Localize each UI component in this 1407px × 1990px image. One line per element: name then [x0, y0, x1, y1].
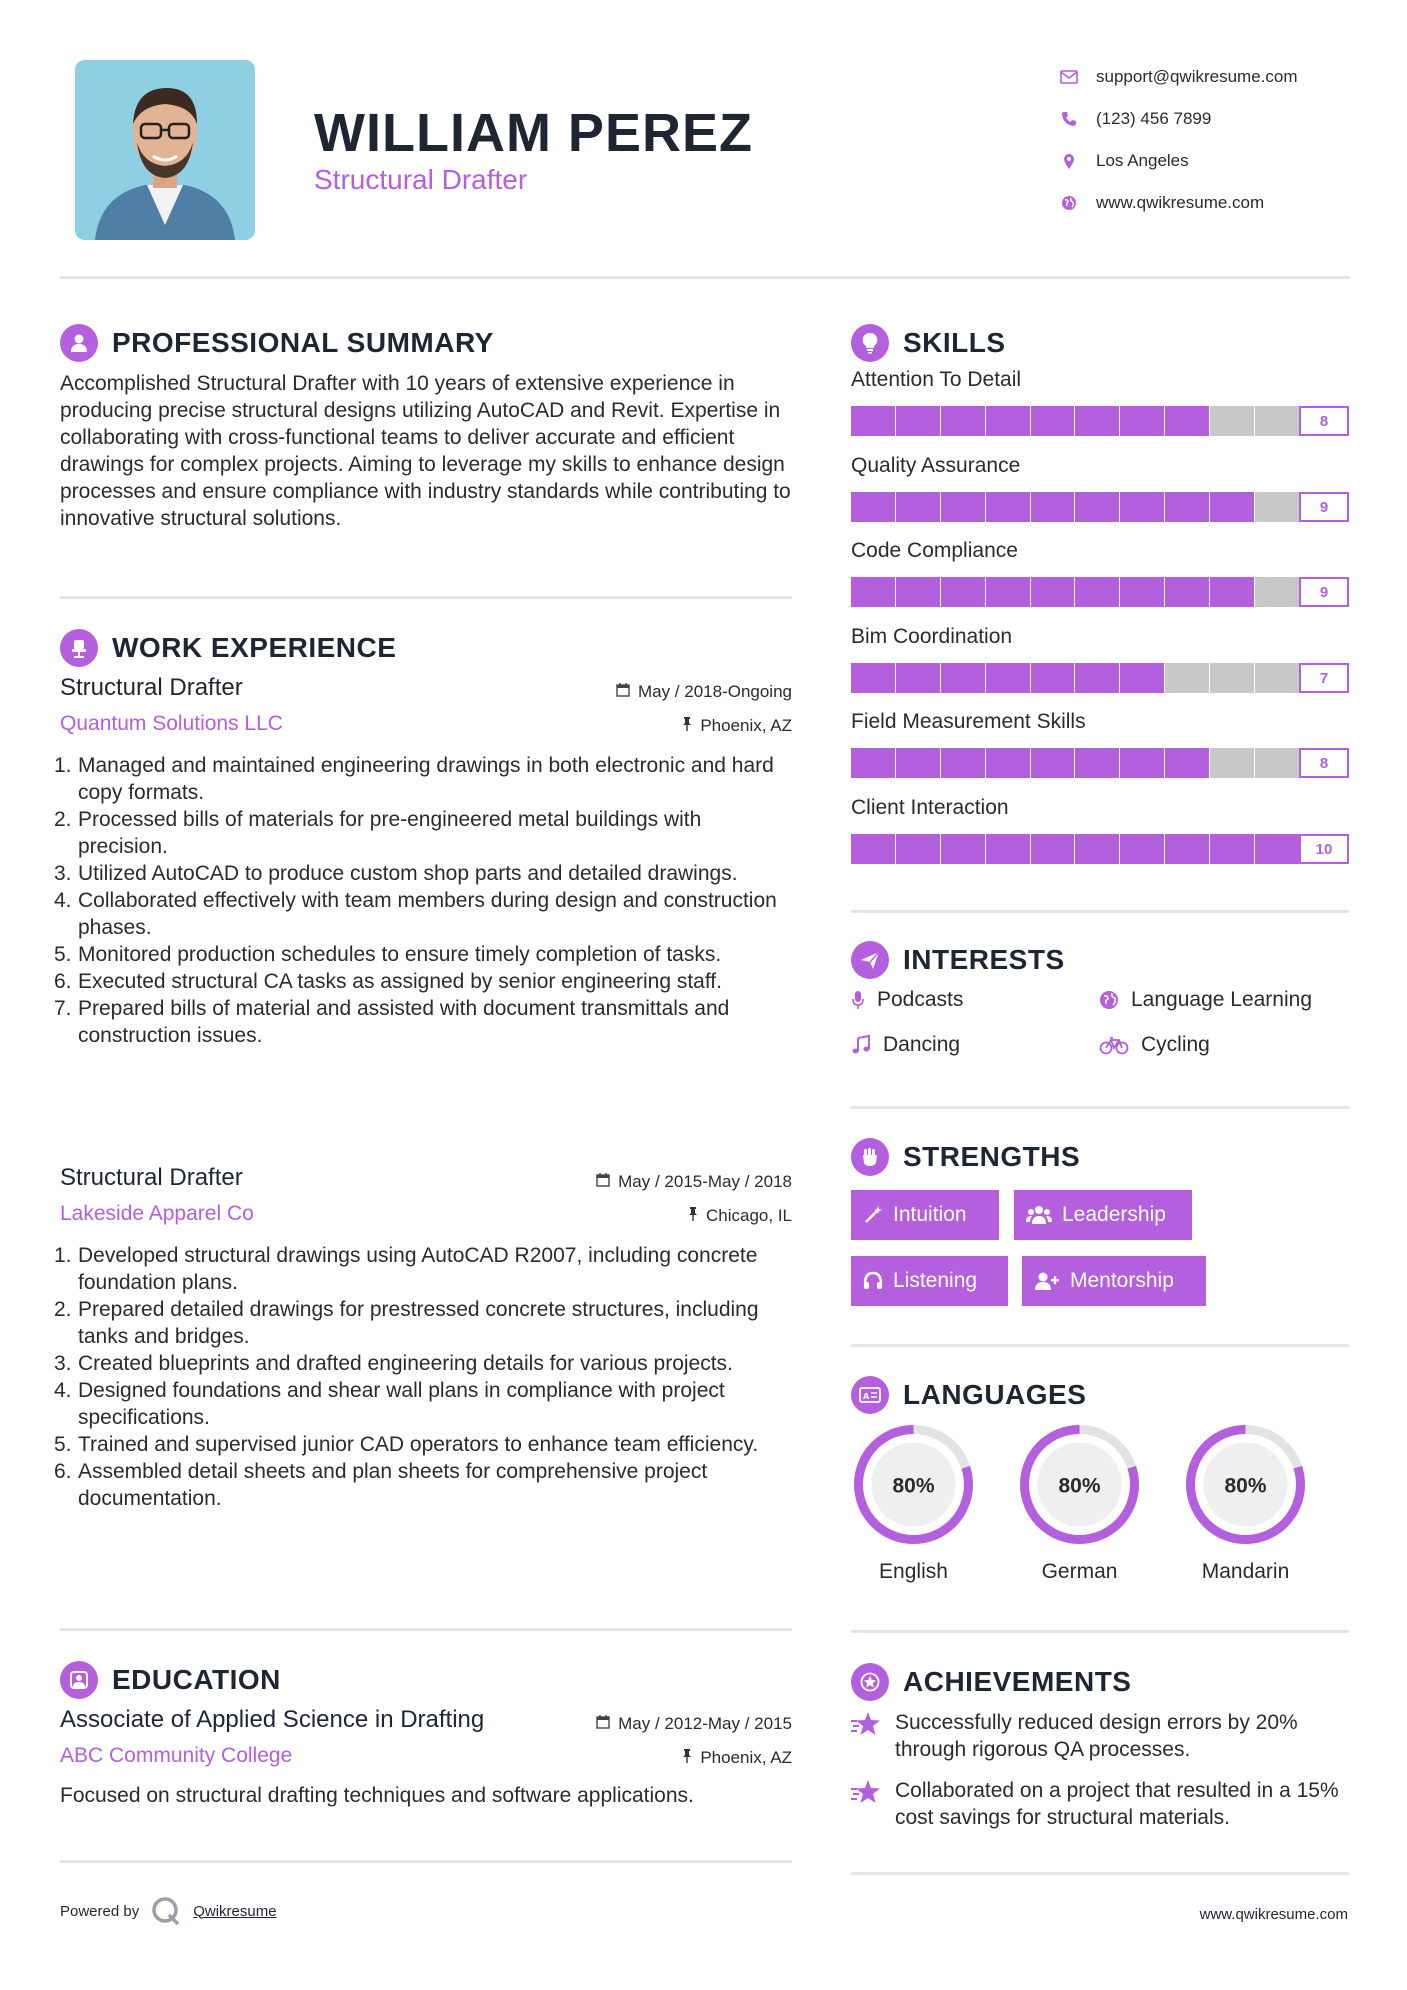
skill-bar-segment	[851, 748, 895, 778]
strength-label: Intuition	[893, 1203, 967, 1226]
skill-item	[851, 368, 1349, 436]
language-name: Mandarin	[1201, 1560, 1290, 1583]
skill-item	[851, 796, 1349, 864]
skill-bar-segment	[986, 748, 1030, 778]
skill-bar	[851, 748, 1349, 778]
magic-wand-icon	[863, 1205, 883, 1225]
list-item: 4. Collaborated effectively with team members during design and construction phases.	[54, 889, 777, 939]
education-date	[596, 1714, 792, 1734]
interests-heading-text: INTERESTS	[903, 944, 1065, 975]
summary-heading	[60, 324, 494, 362]
skills-heading-text: SKILLS	[903, 327, 1006, 358]
language-percent: 80%	[892, 1474, 935, 1498]
paper-plane-icon	[851, 941, 889, 979]
powered-by-text: Powered by	[60, 1902, 140, 1920]
skill-bar-segment	[1120, 834, 1164, 864]
skill-bar-segment	[1075, 406, 1119, 436]
skill-bar-segment	[1165, 492, 1209, 522]
experience-heading	[60, 629, 396, 667]
skill-bar-segment	[1255, 577, 1299, 607]
strength-tag-leadership	[1014, 1190, 1192, 1240]
skill-bar-segment	[1255, 748, 1299, 778]
education-entry	[60, 1706, 792, 1809]
skill-bar	[851, 834, 1349, 864]
skill-bar-segment	[941, 577, 985, 607]
skill-bar-segment	[1075, 577, 1119, 607]
education-divider	[60, 1860, 792, 1863]
skill-bar	[851, 663, 1349, 693]
interest-label: Dancing	[883, 1033, 961, 1056]
skill-bar-segment	[941, 748, 985, 778]
skill-bar-segment	[1165, 577, 1209, 607]
list-item: 6. Executed structural CA tasks as assigned by senior engineering staff.	[54, 970, 722, 993]
skill-bar-segment	[896, 834, 940, 864]
footer-website[interactable]: www.qwikresume.com	[1199, 1906, 1348, 1923]
strength-tag-mentorship	[1022, 1256, 1206, 1306]
calendar-icon	[616, 682, 630, 702]
strengths-heading	[851, 1138, 1080, 1176]
job-entry-2	[54, 1164, 792, 1512]
pushpin-icon	[688, 1206, 698, 1226]
list-item: 5. Monitored production schedules to ensure timely completion of tasks.	[54, 943, 722, 966]
skill-score: 8	[1299, 406, 1349, 436]
education-location	[682, 1748, 792, 1768]
skill-bar	[851, 577, 1349, 607]
language-percent: 80%	[1058, 1474, 1101, 1498]
list-item: 5. Trained and supervised junior CAD operators to enhance team efficiency.	[54, 1433, 759, 1456]
star-icon	[851, 1777, 881, 1831]
skill-bar-segment	[1120, 577, 1164, 607]
language-ring	[1183, 1422, 1308, 1547]
language-percent: 80%	[1224, 1474, 1267, 1498]
contact-website-text: www.qwikresume.com	[1096, 193, 1265, 212]
job-duties-list	[54, 1242, 792, 1512]
interest-dancing	[851, 1033, 960, 1057]
skill-bar-segment	[986, 492, 1030, 522]
skill-name: Code Compliance	[851, 539, 1018, 562]
language-card-icon	[851, 1376, 889, 1414]
interests-heading	[851, 941, 1065, 979]
phone-icon	[1050, 111, 1088, 127]
briefcase-chair-icon	[60, 629, 98, 667]
skill-bar-segment	[941, 492, 985, 522]
education-heading-text: EDUCATION	[112, 1664, 281, 1695]
interest-podcasts	[851, 988, 963, 1012]
list-item: 6. Assembled detail sheets and plan sheets for comprehensive project documentation.	[54, 1460, 708, 1510]
list-item: 3. Created blueprints and drafted engineering details for various projects.	[54, 1352, 733, 1375]
skill-bar-segment	[1031, 663, 1075, 693]
skill-name: Quality Assurance	[851, 454, 1021, 477]
star-icon	[851, 1709, 881, 1763]
skill-name: Field Measurement Skills	[851, 710, 1086, 733]
skill-item	[851, 539, 1349, 607]
achievement-item	[851, 1709, 1349, 1763]
language-item	[1017, 1422, 1142, 1584]
contact-location-text: Los Angeles	[1096, 151, 1189, 170]
skill-bar-segment	[896, 492, 940, 522]
skill-bar-segment	[1210, 748, 1254, 778]
experience-divider	[60, 1628, 792, 1631]
interest-label: Podcasts	[877, 988, 964, 1011]
strengths-heading-text: STRENGTHS	[903, 1141, 1081, 1172]
strength-label: Listening	[893, 1269, 978, 1292]
job-date	[616, 682, 792, 702]
achievements-divider	[851, 1872, 1349, 1875]
language-ring	[851, 1422, 976, 1547]
bicycle-icon	[1099, 1035, 1129, 1055]
skill-bar-segment	[986, 577, 1030, 607]
skill-bar-segment	[851, 492, 895, 522]
skill-bar-segment	[851, 663, 895, 693]
skill-bar	[851, 492, 1349, 522]
music-note-icon	[851, 1035, 871, 1055]
skill-bar-segment	[1165, 748, 1209, 778]
languages-divider	[851, 1630, 1349, 1633]
skill-bar-segment	[986, 834, 1030, 864]
trophy-star-icon	[851, 1663, 889, 1701]
skill-bar-segment	[851, 577, 895, 607]
skill-bar	[851, 406, 1349, 436]
globe-icon	[1050, 195, 1088, 211]
skill-bar-segment	[1075, 492, 1119, 522]
achievements-heading	[851, 1663, 1131, 1701]
contact-email[interactable]	[1050, 56, 1380, 98]
candidate-title: Structural Drafter	[314, 164, 528, 195]
skill-bar-segment	[941, 834, 985, 864]
globe-icon	[1099, 990, 1119, 1010]
job-entry-1	[54, 674, 792, 1049]
skill-bar-segment	[851, 834, 895, 864]
skill-bar-segment	[1255, 406, 1299, 436]
candidate-name: WILLIAM PEREZ	[314, 103, 753, 163]
svg-text:A: A	[863, 1392, 870, 1401]
strengths-divider	[851, 1344, 1349, 1347]
languages-heading-text: LANGUAGES	[903, 1379, 1087, 1410]
pushpin-icon	[682, 1748, 692, 1768]
skill-bar-segment	[896, 577, 940, 607]
list-item: 2. Prepared detailed drawings for prestressed concrete structures, including tanks and bridges.	[54, 1298, 759, 1348]
contact-phone-text: (123) 456 7899	[1096, 109, 1212, 128]
interest-cycling	[1099, 1033, 1210, 1057]
calendar-icon	[596, 1172, 610, 1192]
profile-photo	[75, 60, 255, 240]
summary-text: Accomplished Structural Drafter with 10 years of extensive experience in producing precise structural designs utilizing AutoCAD and Revit. Expertise in collaborating with cross-functional teams to deliver accurate and efficient drawings for complex projects. Aiming to leverage my skills to enhance design processes and ensure compliance with industry standards while contributing to innovative structural solutions.	[60, 372, 791, 530]
skill-bar-segment	[1075, 663, 1119, 693]
job-company: Quantum Solutions LLC	[60, 712, 283, 735]
skill-bar-segment	[1075, 748, 1119, 778]
skill-score: 10	[1299, 834, 1349, 864]
job-title: Structural Drafter	[60, 1164, 243, 1191]
achievements-heading-text: ACHIEVEMENTS	[903, 1666, 1132, 1697]
skill-bar-segment	[1210, 577, 1254, 607]
contact-block	[1050, 56, 1380, 224]
skill-bar-segment	[941, 406, 985, 436]
strength-tag-intuition	[851, 1190, 999, 1240]
skill-bar-segment	[1255, 834, 1299, 864]
skill-bar-segment	[1210, 492, 1254, 522]
skill-bar-segment	[896, 406, 940, 436]
skill-item	[851, 710, 1349, 778]
education-heading	[60, 1661, 281, 1699]
calendar-icon	[596, 1714, 610, 1734]
contact-website[interactable]	[1050, 182, 1380, 224]
skill-bar-segment	[941, 663, 985, 693]
list-item: 1. Managed and maintained engineering drawings in both electronic and hard copy formats.	[54, 754, 774, 804]
skill-bar-segment	[986, 663, 1030, 693]
map-pin-icon	[1050, 153, 1088, 170]
skill-bar-segment	[1255, 663, 1299, 693]
skill-bar-segment	[1075, 834, 1119, 864]
skill-bar-segment	[1031, 748, 1075, 778]
skill-item	[851, 625, 1349, 693]
skill-bar-segment	[1031, 406, 1075, 436]
job-location	[682, 716, 792, 736]
job-company: Lakeside Apparel Co	[60, 1202, 254, 1225]
qwikresume-logo-icon	[151, 1896, 181, 1926]
skill-bar-segment	[1165, 834, 1209, 864]
footer-powered-by	[60, 1896, 277, 1926]
job-location-text: Chicago, IL	[706, 1206, 792, 1225]
language-ring	[1017, 1422, 1142, 1547]
skill-name: Client Interaction	[851, 796, 1009, 819]
skill-bar-segment	[1031, 577, 1075, 607]
skill-score: 9	[1299, 577, 1349, 607]
skill-name: Attention To Detail	[851, 368, 1022, 391]
list-item: 2. Processed bills of materials for pre-engineered metal buildings with precision.	[54, 808, 702, 858]
skill-bar-segment	[1165, 406, 1209, 436]
achievement-text: Collaborated on a project that resulted in a 15% cost savings for structural materials.	[895, 1779, 1339, 1829]
strength-tag-listening	[851, 1256, 1008, 1306]
list-item: 1. Developed structural drawings using AutoCAD R2007, including concrete foundation plans.	[54, 1244, 758, 1294]
qwikresume-link[interactable]: Qwikresume	[193, 1902, 277, 1920]
interest-label: Language Learning	[1131, 988, 1313, 1011]
skill-bar-segment	[1031, 834, 1075, 864]
contact-email-text: support@qwikresume.com	[1096, 67, 1298, 86]
interest-language-learning	[1099, 988, 1312, 1012]
envelope-icon	[1050, 70, 1088, 84]
skill-bar-segment	[1210, 406, 1254, 436]
skill-name: Bim Coordination	[851, 625, 1013, 648]
user-plus-icon	[1034, 1271, 1060, 1291]
summary-heading-text: PROFESSIONAL SUMMARY	[112, 327, 494, 358]
skills-divider	[851, 910, 1349, 913]
skill-bar-segment	[1210, 663, 1254, 693]
list-item: 7. Prepared bills of material and assisted with document transmittals and construction issues.	[54, 997, 730, 1047]
skill-bar-segment	[1031, 492, 1075, 522]
skill-bar-segment	[1120, 492, 1164, 522]
experience-heading-text: WORK EXPERIENCE	[112, 632, 397, 663]
contact-location	[1050, 140, 1380, 182]
job-duties-list	[54, 752, 792, 1049]
skill-bar-segment	[1165, 663, 1209, 693]
contact-phone[interactable]	[1050, 98, 1380, 140]
fist-icon	[851, 1138, 889, 1176]
skill-score: 9	[1299, 492, 1349, 522]
graduate-icon	[60, 1661, 98, 1699]
skill-bar-segment	[986, 406, 1030, 436]
job-date	[596, 1172, 792, 1192]
languages-heading	[851, 1376, 1086, 1414]
achievement-text: Successfully reduced design errors by 20% through rigorous QA processes.	[895, 1711, 1298, 1761]
education-description: Focused on structural drafting techniques and software applications.	[60, 1784, 694, 1807]
skill-bar-segment	[896, 748, 940, 778]
skill-bar-segment	[896, 663, 940, 693]
skill-bar-segment	[1120, 663, 1164, 693]
language-name: English	[879, 1560, 948, 1583]
school-name: ABC Community College	[60, 1744, 293, 1767]
education-date-text: May / 2012-May / 2015	[618, 1714, 792, 1733]
skill-bar-segment	[1120, 748, 1164, 778]
language-name: German	[1041, 1560, 1118, 1583]
job-date-text: May / 2015-May / 2018	[618, 1172, 792, 1191]
skill-bar-segment	[1120, 406, 1164, 436]
interest-label: Cycling	[1141, 1033, 1210, 1056]
job-location	[688, 1206, 792, 1226]
pushpin-icon	[682, 716, 692, 736]
users-icon	[1026, 1205, 1052, 1225]
achievement-item	[851, 1777, 1349, 1831]
education-location-text: Phoenix, AZ	[700, 1748, 792, 1767]
language-item	[851, 1422, 976, 1584]
job-location-text: Phoenix, AZ	[700, 716, 792, 735]
microphone-icon	[851, 990, 865, 1010]
job-title: Structural Drafter	[60, 674, 243, 701]
skill-bar-segment	[1210, 834, 1254, 864]
job-date-text: May / 2018-Ongoing	[637, 682, 792, 701]
list-item: 4. Designed foundations and shear wall plans in compliance with project specifications.	[54, 1379, 725, 1429]
skill-score: 7	[1299, 663, 1349, 693]
skill-item	[851, 454, 1349, 522]
degree-title: Associate of Applied Science in Drafting	[60, 1706, 485, 1733]
skill-bar-segment	[851, 406, 895, 436]
headphones-icon	[863, 1271, 883, 1291]
lightbulb-icon	[851, 324, 889, 362]
interests-divider	[851, 1106, 1349, 1109]
skills-heading	[851, 324, 1006, 362]
strength-label: Leadership	[1062, 1203, 1166, 1226]
list-item: 3. Utilized AutoCAD to produce custom shop parts and detailed drawings.	[54, 862, 738, 885]
strength-label: Mentorship	[1070, 1269, 1174, 1292]
summary-divider	[60, 596, 792, 599]
skill-score: 8	[1299, 748, 1349, 778]
header-divider	[60, 276, 1350, 279]
skill-bar-segment	[1255, 492, 1299, 522]
user-icon	[60, 324, 98, 362]
language-item	[1183, 1422, 1308, 1584]
